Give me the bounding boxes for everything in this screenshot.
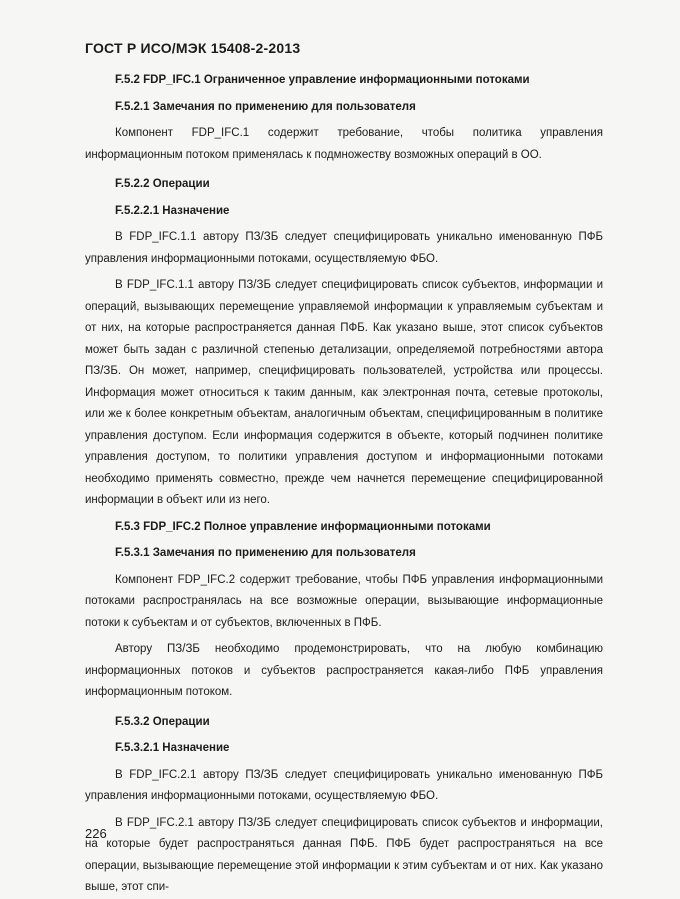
paragraph: В FDP_IFC.2.1 автору ПЗ/ЗБ следует специфицировать список субъектов и информации, на которые будет распространяться данная ПФБ. ПФБ будет распространяться на все операции, вызывающие перемещение этой информации к этим субъектам и от них. Как указано выше, этот спи- [85, 816, 603, 893]
section-heading-f5321: F.5.3.2.1 Назначение [115, 742, 230, 754]
section-heading-f531: F.5.3.1 Замечания по применению для пользователя [115, 547, 416, 559]
paragraph: Компонент FDP_IFC.2 содержит требование, чтобы ПФБ управления информационными потоками распространялась на все возможные операции, вызывающие информационные потоки к субъектам и от субъектов, включенных в ПФБ. [85, 573, 603, 629]
paragraph: В FDP_IFC.2.1 автору ПЗ/ЗБ следует специфицировать уникально именованную ПФБ управления информационными потоками, осуществляемую ФБО. [85, 768, 603, 802]
section-heading-f521: F.5.2.1 Замечания по применению для пользователя [115, 100, 416, 113]
section-heading-f532: F.5.3.2 Операции [115, 715, 210, 728]
page-number: 226 [85, 826, 107, 841]
paragraph: В FDP_IFC.1.1 автору ПЗ/ЗБ следует специфицировать уникально именованную ПФБ управления информационными потоками, осуществляемую ФБО. [85, 231, 603, 265]
paragraph: Компонент FDP_IFC.1 содержит требование, чтобы политика управления информационным потоком применялась к подмножеству возможных операций в ОО. [85, 127, 603, 161]
paragraph: Автору ПЗ/ЗБ необходимо продемонстрировать, что на любую комбинацию информационных потоков и субъектов распространяется какая-либо ПФБ управления информационным потоком. [85, 643, 603, 698]
section-heading-f52: F.5.2 FDP_IFC.1 Ограниченное управление информационными потоками [115, 74, 530, 86]
section-heading-f5221: F.5.2.2.1 Назначение [115, 204, 230, 217]
section-heading-f53: F.5.3 FDP_IFC.2 Полное управление информационными потоками [115, 520, 491, 533]
paragraph: В FDP_IFC.1.1 автору ПЗ/ЗБ следует специфицировать список субъектов, информации и операций, вызывающих перемещение управляемой информации к управляемым субъектам и от них, на которые распространяется данная ПФБ. Как указано выше, этот список субъектов может быть задан с различной степенью детализации, определяемой потребностями автора ПЗ/ЗБ. Он может, например, специфицировать пользователей, устройства или процессы. Информация может относиться к таким данным, как электронная почта, сетевые протоколы, или же к более конкретным объектам, аналогичным объектам, специфицированным в политике управления доступом. Если информация содержится в объекте, который подчинен политике управления доступом, то политики управления доступом и информационными потоками необходимо применять совместно, прежде чем начнется перемещение специфицированной информации в объект или из него. [85, 279, 603, 506]
section-heading-f522: F.5.2.2 Операции [115, 178, 210, 190]
page-content [85, 70, 603, 899]
page-header: ГОСТ Р ИСО/МЭК 15408-2-2013 [85, 40, 301, 56]
